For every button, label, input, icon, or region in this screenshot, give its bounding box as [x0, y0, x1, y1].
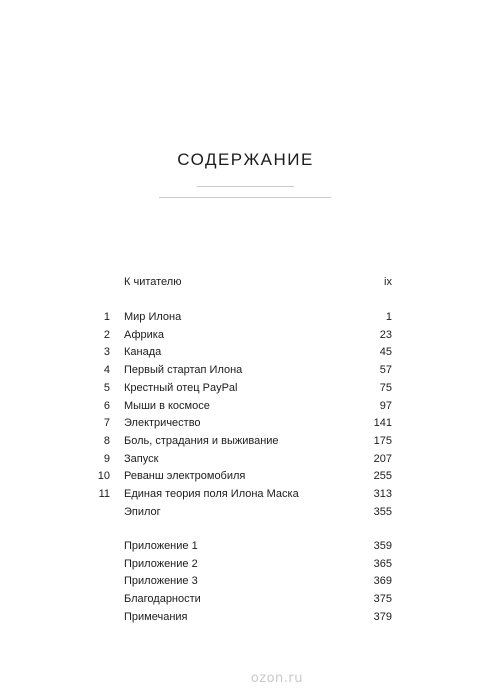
toc-chapter-number: 4 — [103, 364, 110, 377]
toc-entry — [0, 415, 491, 432]
toc-entry — [0, 573, 491, 590]
toc-entry — [0, 591, 491, 608]
toc-entry — [0, 609, 491, 626]
toc-page-number: 207 — [373, 452, 392, 465]
toc-entry-title: К читателю — [124, 276, 182, 288]
toc-page-number: 365 — [373, 557, 392, 570]
toc-page-number: 369 — [373, 575, 392, 588]
toc-entry-title: Приложение 2 — [124, 557, 198, 570]
toc-entry-title: Канада — [124, 346, 162, 359]
toc-entry — [0, 504, 491, 521]
toc-page-number: 379 — [373, 610, 392, 623]
toc-entry-title: Приложение 1 — [124, 540, 198, 552]
ozon-watermark: ozon.ru — [250, 671, 303, 686]
toc-entry — [0, 380, 491, 397]
toc-page-number: 313 — [373, 488, 392, 500]
toc-page-number: 45 — [379, 346, 392, 359]
toc-page-number: 23 — [379, 328, 392, 341]
toc-entry — [0, 538, 491, 555]
toc-page-number: 375 — [373, 593, 392, 606]
toc-entry-title: Эпилог — [124, 505, 161, 518]
toc-entry-title: Крестный отец PayPal — [124, 381, 238, 394]
toc-entry — [0, 274, 491, 291]
toc-entry — [0, 451, 491, 468]
toc-entry-title: Благодарности — [124, 593, 201, 606]
toc-entry — [0, 433, 491, 450]
toc-chapter-number: 8 — [103, 434, 110, 447]
toc-entry — [0, 556, 491, 573]
toc-entry-title: Первый стартап Илона — [124, 364, 243, 377]
toc-entry-title: Запуск — [124, 452, 159, 465]
toc-chapter-number: 1 — [103, 311, 110, 323]
title-divider-short — [197, 186, 294, 187]
toc-page-number: 355 — [373, 505, 392, 518]
toc-entry-title: Единая теория поля Илона Маска — [124, 488, 299, 500]
toc-page-number: 141 — [373, 417, 392, 430]
toc-entry — [0, 398, 491, 415]
toc-page-number: 57 — [379, 364, 392, 377]
title-divider-long — [159, 197, 331, 198]
toc-entry-title: Приложение 3 — [124, 575, 198, 588]
toc-entry — [0, 327, 491, 344]
toc-page-number: 75 — [379, 381, 392, 394]
toc-entry-title: Электричество — [124, 417, 201, 430]
toc-page-number: 97 — [379, 399, 392, 412]
toc-entry-title: Мир Илона — [124, 311, 182, 323]
toc-chapter-number: 2 — [103, 328, 110, 341]
toc-entry — [0, 362, 491, 379]
toc-chapter-number: 7 — [103, 417, 110, 430]
toc-entry — [0, 309, 491, 326]
toc-chapter-number: 10 — [97, 470, 110, 483]
toc-page-number: 255 — [373, 470, 392, 483]
page-title: СОДЕРЖАНИЕ — [177, 150, 314, 169]
toc-entry-title: Реванш электромобиля — [124, 470, 246, 483]
toc-entry-title: Мыши в космосе — [124, 399, 210, 412]
toc-page-number: ix — [384, 276, 392, 288]
toc-entry — [0, 468, 491, 485]
toc-chapter-number: 5 — [103, 381, 110, 394]
toc-entry-title: Боль, страдания и выживание — [124, 434, 279, 447]
toc-entry — [0, 344, 491, 361]
toc-entry-title: Примечания — [124, 610, 188, 623]
toc-chapter-number: 6 — [103, 399, 110, 412]
toc-chapter-number: 3 — [103, 346, 110, 359]
toc-page-number: 359 — [373, 540, 392, 552]
toc-page-number: 175 — [373, 434, 392, 447]
toc-entry — [0, 486, 491, 503]
toc-page-number: 1 — [385, 311, 392, 323]
toc-chapter-number: 11 — [98, 488, 110, 500]
toc-entry-title: Африка — [124, 328, 164, 341]
toc-chapter-number: 9 — [103, 452, 110, 465]
